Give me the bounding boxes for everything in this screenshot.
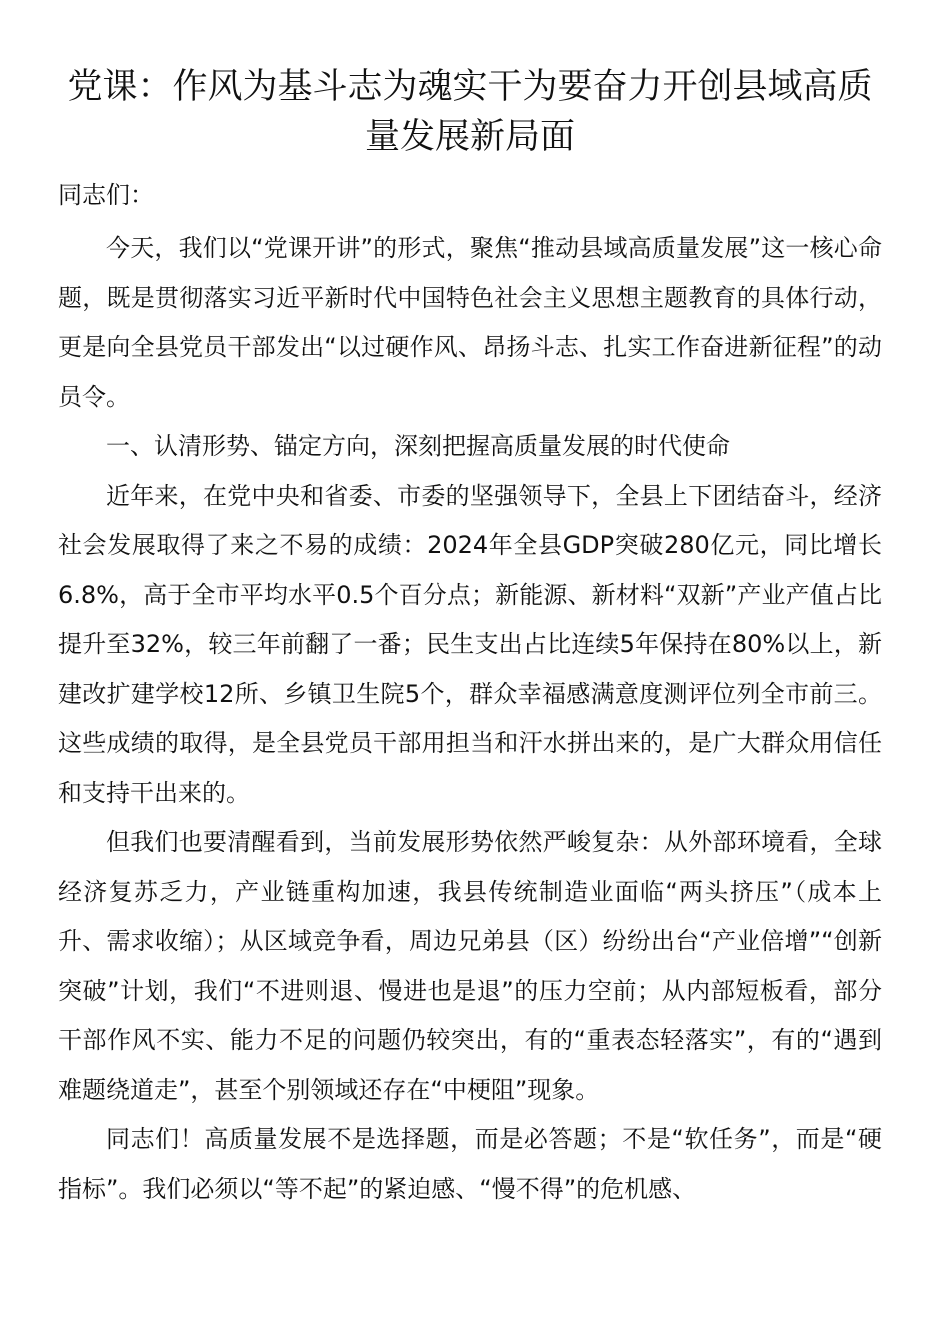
paragraph-achievements: 近年来，在党中央和省委、市委的坚强领导下，全县上下团结奋斗，经济社会发展取得了来之不易的成绩：2024年全县GDP突破280亿元，同比增长6.8%，高于全市平均水平0.5个百分点；新能源、新材料“双新”产业产值占比提升至32%，较三年前翻了一番；民生支出占比连续5年保持在80%以上，新建改扩建学校12所、乡镇卫生院5个，群众幸福感满意度测评位列全市前三。这些成绩的取得，是全县党员干部用担当和汗水拼出来的，是广大群众用信任和支持干出来的。: [58, 481, 882, 807]
paragraph-intro: 今天，我们以“党课开讲”的形式，聚焦“推动县域高质量发展”这一核心命题，既是贯彻落实习近平新时代中国特色社会主义思想主题教育的具体行动，更是向全县党员干部发出“以过硬作风、昂扬斗志、扎实工作奋进新征程”的动员令。: [58, 234, 882, 411]
document-title: 党课：作风为基斗志为魂实干为要奋力开创县域高质量发展新局面: [67, 67, 873, 157]
paragraph-call-to-action: 同志们！高质量发展不是选择题，而是必答题；不是“软任务”，而是“硬指标”。我们必须以“等不起”的紧迫感、“慢不得”的危机感、: [58, 1125, 882, 1203]
section-heading-1: 一、认清形势、锚定方向，深刻把握高质量发展的时代使命: [106, 432, 730, 460]
paragraph-challenges: 但我们也要清醒看到，当前发展形势依然严峻复杂：从外部环境看，全球经济复苏乏力，产业链重构加速，我县传统制造业面临“两头挤压”（成本上升、需求收缩）；从区域竞争看，周边兄弟县（区）纷纷出台“产业倍增”“创新突破”计划，我们“不进则退、慢进也是退”的压力空前；从内部短板看，部分干部作风不实、能力不足的问题仍较突出，有的“重表态轻落实”，有的“遇到难题绕道走”，甚至个别领域还存在“中梗阻”现象。: [58, 828, 882, 1104]
greeting: 同志们：: [58, 181, 154, 209]
